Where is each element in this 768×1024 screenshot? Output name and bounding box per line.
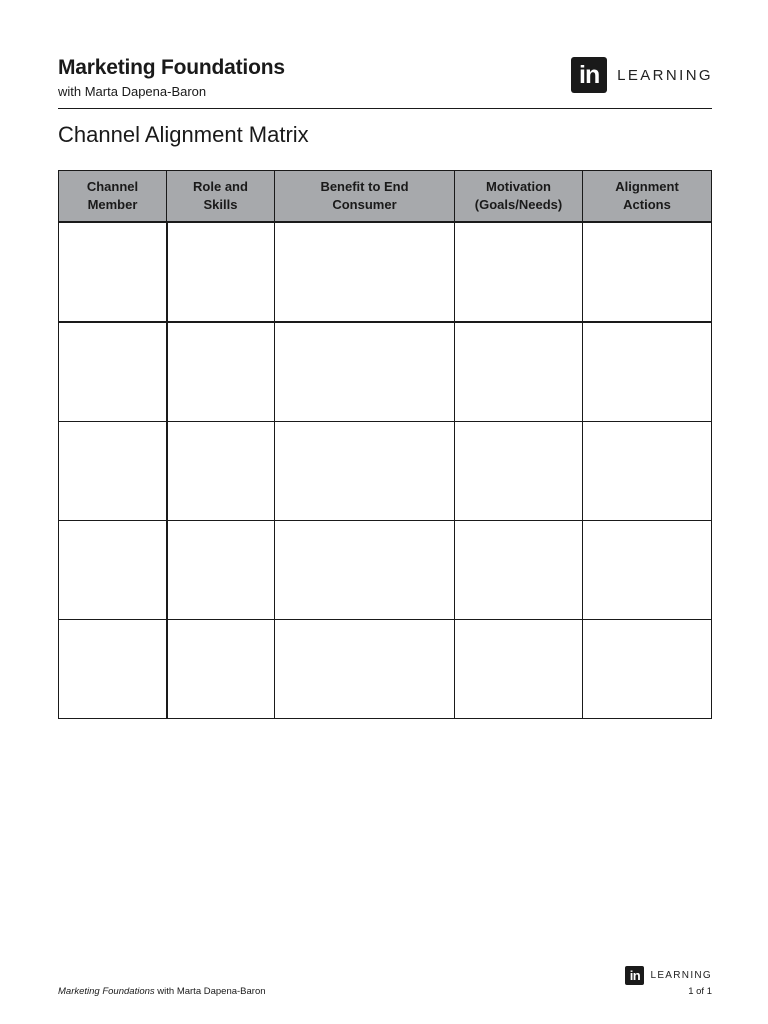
table-row — [59, 620, 712, 719]
table-cell[interactable] — [583, 521, 712, 620]
table-cell[interactable] — [275, 322, 455, 422]
table-row — [59, 521, 712, 620]
table-cell[interactable] — [59, 322, 167, 422]
learning-wordmark: LEARNING — [650, 970, 712, 981]
table-cell[interactable] — [59, 222, 167, 322]
footer-instructor: with Marta Dapena-Baron — [154, 986, 266, 997]
page-title: Channel Alignment Matrix — [58, 122, 309, 147]
table-cell[interactable] — [167, 422, 275, 521]
table-cell[interactable] — [167, 222, 275, 322]
table-cell[interactable] — [583, 322, 712, 422]
table-cell[interactable] — [59, 521, 167, 620]
document-header — [58, 54, 285, 101]
linkedin-in-icon: in — [625, 966, 644, 985]
table-cell[interactable] — [59, 620, 167, 719]
course-title: Marketing Foundations — [58, 56, 285, 79]
table-header-row — [59, 171, 712, 223]
footer-credit — [58, 986, 266, 997]
table-cell[interactable] — [167, 620, 275, 719]
table-cell[interactable] — [455, 222, 583, 322]
header-divider — [58, 108, 712, 109]
footer-course-title: Marketing Foundations — [58, 986, 155, 997]
linkedin-learning-logo — [571, 57, 713, 93]
column-header-alignment-actions: Alignment Actions — [583, 171, 712, 223]
instructor-line: with Marta Dapena-Baron — [58, 84, 207, 99]
table-cell[interactable] — [275, 422, 455, 521]
table-cell[interactable] — [275, 620, 455, 719]
page-number: 1 of 1 — [688, 986, 712, 997]
table-cell[interactable] — [455, 322, 583, 422]
table-row — [59, 222, 712, 322]
column-header-benefit: Benefit to End Consumer — [275, 171, 455, 223]
column-header-role-skills: Role and Skills — [167, 171, 275, 223]
linkedin-in-icon: in — [571, 57, 607, 93]
table-cell[interactable] — [275, 222, 455, 322]
table-cell[interactable] — [455, 521, 583, 620]
table-cell[interactable] — [59, 422, 167, 521]
table-row — [59, 422, 712, 521]
column-header-motivation: Motivation (Goals/Needs) — [455, 171, 583, 223]
table-cell[interactable] — [275, 521, 455, 620]
table-cell[interactable] — [167, 322, 275, 422]
footer-linkedin-learning-logo — [625, 966, 712, 985]
table-row — [59, 322, 712, 422]
table-cell[interactable] — [583, 222, 712, 322]
channel-alignment-table — [58, 170, 712, 719]
learning-wordmark: LEARNING — [617, 66, 713, 84]
table-cell[interactable] — [167, 521, 275, 620]
table-cell[interactable] — [583, 422, 712, 521]
table-cell[interactable] — [455, 422, 583, 521]
column-header-channel-member: Channel Member — [59, 171, 167, 223]
table-cell[interactable] — [455, 620, 583, 719]
table-cell[interactable] — [583, 620, 712, 719]
